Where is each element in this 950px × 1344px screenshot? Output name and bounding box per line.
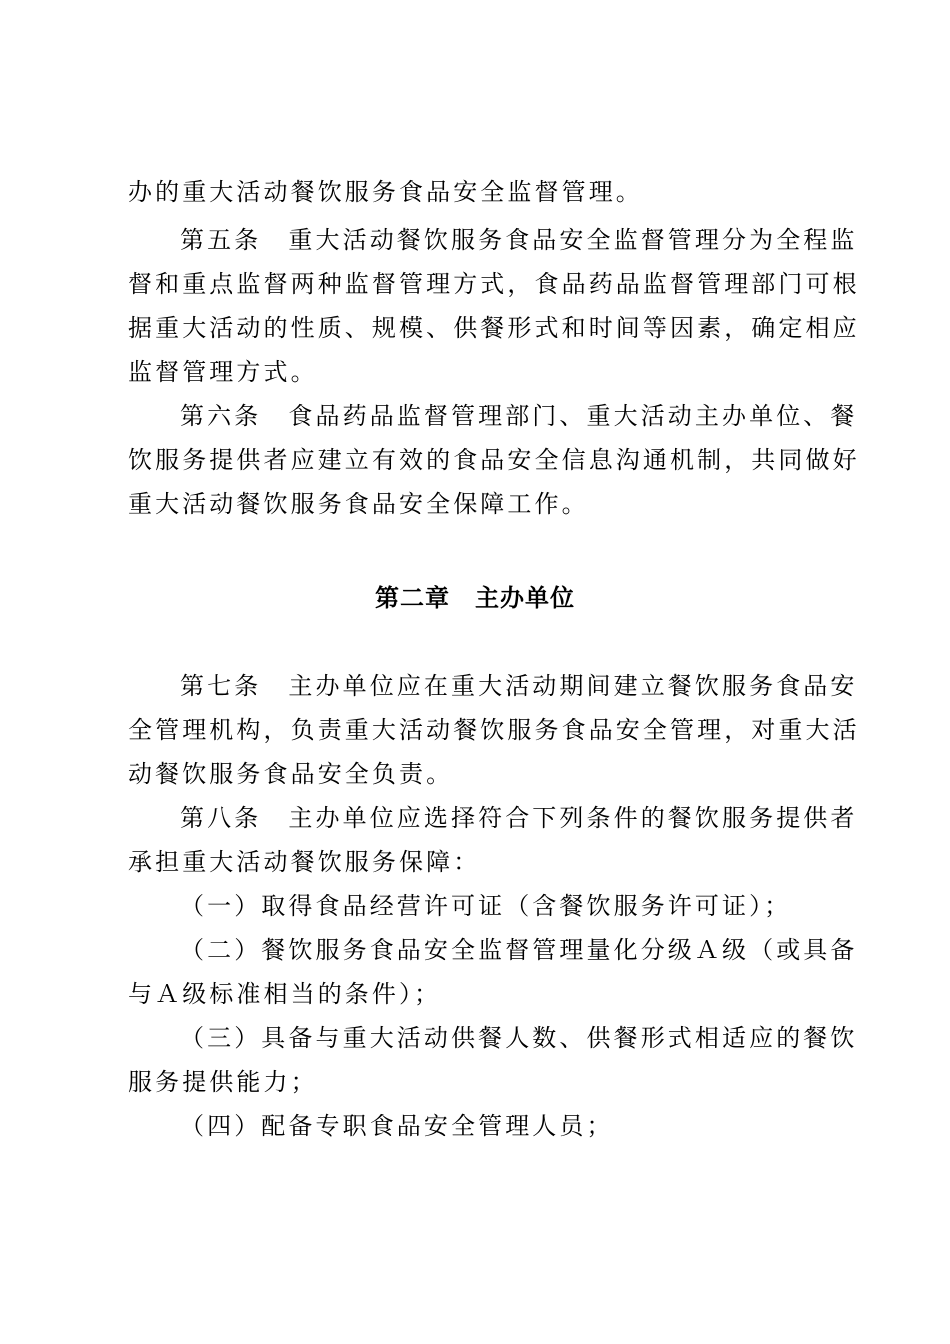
list-item-3: （三）具备与重大活动供餐人数、供餐形式相适应的餐饮	[180, 1024, 858, 1052]
text-line: 饮服务提供者应建立有效的食品安全信息沟通机制，共同做好	[128, 446, 860, 474]
text-line: 重大活动餐饮服务食品安全保障工作。	[128, 490, 589, 518]
text-line: 监督管理方式。	[128, 358, 318, 386]
chapter-heading: 第二章 主办单位	[375, 584, 575, 612]
article-7-start: 第七条 主办单位应在重大活动期间建立餐饮服务食品安	[180, 672, 858, 700]
text-line: 全管理机构，负责重大活动餐饮服务食品安全管理，对重大活	[128, 716, 860, 744]
article-5-start: 第五条 重大活动餐饮服务食品安全监督管理分为全程监	[180, 226, 858, 254]
text-line: 办的重大活动餐饮服务食品安全监督管理。	[128, 178, 643, 206]
article-8-start: 第八条 主办单位应选择符合下列条件的餐饮服务提供者	[180, 804, 858, 832]
text-line: 督和重点监督两种监督管理方式，食品药品监督管理部门可根	[128, 270, 860, 298]
article-6-start: 第六条 食品药品监督管理部门、重大活动主办单位、餐	[180, 402, 858, 430]
list-item-1: （一）取得食品经营许可证（含餐饮服务许可证）；	[180, 892, 792, 920]
text-line: 承担重大活动餐饮服务保障：	[128, 848, 481, 876]
text-line: 据重大活动的性质、规模、供餐形式和时间等因素，确定相应	[128, 314, 860, 342]
text-line: 服务提供能力；	[128, 1068, 318, 1096]
list-item-2: （二）餐饮服务食品安全监督管理量化分级Ａ级（或具备	[180, 936, 858, 964]
text-line: 动餐饮服务食品安全负责。	[128, 760, 454, 788]
list-item-4: （四）配备专职食品安全管理人员；	[180, 1112, 614, 1140]
text-line: 与Ａ级标准相当的条件）；	[128, 980, 442, 1008]
